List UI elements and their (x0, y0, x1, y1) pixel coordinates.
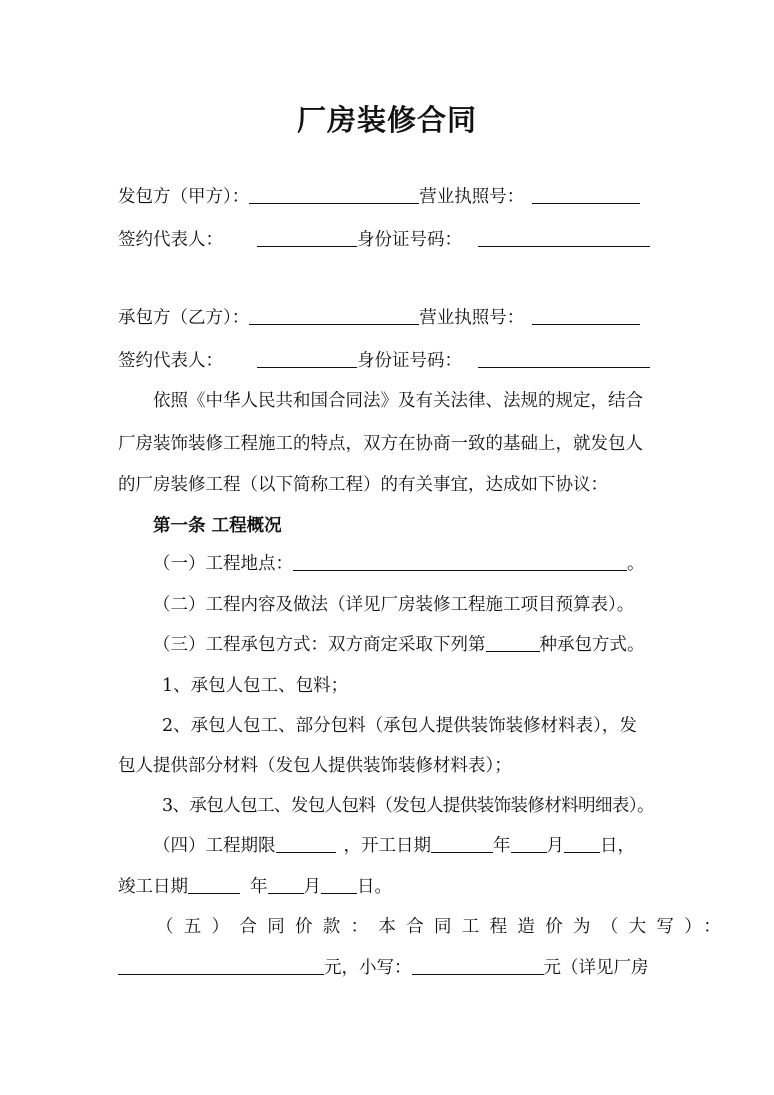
item-4-text-b: ，开工日期 (343, 836, 431, 856)
party-a-label: 发包方（甲方）： (118, 187, 250, 207)
finish-label: 竣工日期 (118, 877, 188, 897)
item-5: （五）合同价款：本合同工程造价为（大写）： (156, 917, 732, 937)
party-a-row (118, 186, 640, 208)
party-b-id-label: 身份证号码： (357, 351, 462, 371)
start-year-blank[interactable] (431, 835, 493, 853)
party-a-license-blank[interactable] (532, 186, 640, 204)
start-month-blank[interactable] (511, 835, 547, 853)
start-day-blank[interactable] (564, 835, 600, 853)
party-a-name-blank[interactable] (249, 186, 419, 204)
price-yuan-b: 元（详见厂房 (543, 958, 649, 978)
method-blank[interactable] (486, 634, 540, 652)
year-label: 年 (493, 836, 511, 856)
party-a-rep-row (118, 229, 650, 251)
price-row (118, 957, 649, 979)
party-b-license-blank[interactable] (532, 307, 640, 325)
finish-month-blank[interactable] (268, 876, 304, 894)
party-b-row (118, 307, 640, 329)
option-1: 1、承包人包工、包料； (162, 676, 349, 696)
party-b-label: 承包方（乙方）： (118, 308, 250, 328)
party-a-id-blank[interactable] (478, 229, 650, 247)
month-label: 月 (303, 877, 321, 897)
article-1-heading: 第一条 工程概况 (153, 516, 282, 536)
party-b-rep-label: 签约代表人： (118, 351, 223, 371)
day-end-label: 日。 (357, 877, 392, 897)
price-yuan-a: 元，小写： (324, 958, 412, 978)
day-label: 日， (600, 836, 635, 856)
price-words-blank[interactable] (118, 957, 324, 975)
item-2: （二）工程内容及做法（详见厂房装修工程施工项目预算表）。 (153, 595, 635, 615)
period-blank[interactable] (276, 835, 336, 853)
month-label: 月 (546, 836, 564, 856)
option-2-line: 2、承包人包工、部分包料（承包人提供装饰装修材料表），发 (162, 716, 637, 736)
party-b-id-blank[interactable] (478, 350, 650, 368)
finish-day-blank[interactable] (321, 876, 357, 894)
item-4-text-a: （四）工程期限 (153, 836, 276, 856)
party-a-rep-blank[interactable] (257, 229, 357, 247)
item-4-row (153, 835, 635, 857)
party-b-name-blank[interactable] (249, 307, 419, 325)
finish-date-row (118, 876, 392, 898)
item-3-text-a: （三）工程承包方式：双方商定采取下列第 (153, 635, 486, 655)
party-a-id-label: 身份证号码： (357, 230, 462, 250)
item-1-row (153, 553, 645, 575)
location-blank[interactable] (293, 553, 627, 571)
item-1-label: （一）工程地点： (153, 554, 293, 574)
party-a-rep-label: 签约代表人： (118, 230, 223, 250)
finish-year-blank[interactable] (188, 876, 240, 894)
party-a-license-label: 营业执照号： (419, 187, 525, 207)
price-number-blank[interactable] (412, 957, 544, 975)
item-3-row (153, 634, 645, 656)
party-b-rep-row (118, 350, 650, 372)
item-3-text-b: 种承包方式。 (539, 635, 645, 655)
party-b-rep-blank[interactable] (257, 350, 357, 368)
preamble-line: 的厂房装修工程（以下简称工程）的有关事宜，达成如下协议： (118, 475, 608, 495)
item-1-end: 。 (627, 554, 645, 574)
year-label: 年 (250, 877, 268, 897)
preamble-line: 厂房装饰装修工程施工的特点，双方在协商一致的基础上，就发包人 (118, 434, 643, 454)
option-3: 3、承包人包工、发包人包料（发包人提供装饰装修材料明细表）。 (162, 796, 654, 816)
document-title: 厂房装修合同 (296, 103, 477, 137)
option-2-line: 包人提供部分材料（发包人提供装饰装修材料表）； (118, 756, 512, 776)
party-b-license-label: 营业执照号： (419, 308, 525, 328)
preamble-line: 依照《中华人民共和国合同法》及有关法律、法规的规定，结合 (153, 391, 643, 411)
